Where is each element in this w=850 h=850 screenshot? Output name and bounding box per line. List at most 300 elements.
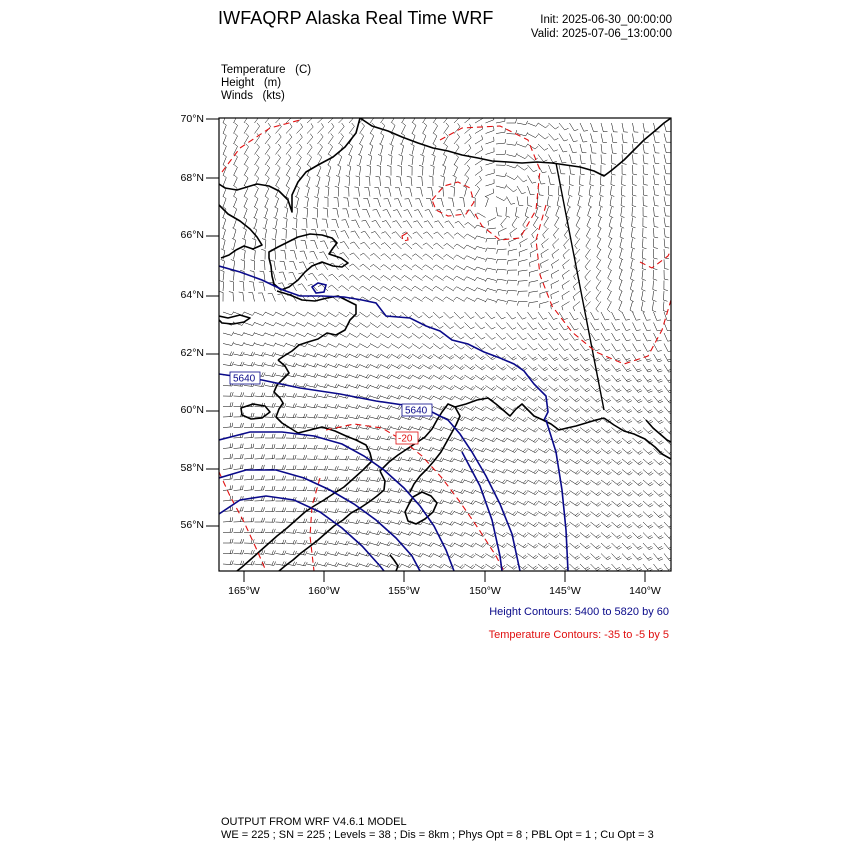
wind-barb-shaft [598, 218, 601, 227]
wind-barb-feather [272, 403, 273, 407]
wind-barb-feather [637, 350, 641, 351]
wind-barb-shaft [533, 218, 538, 226]
wind-barb-feather [649, 537, 653, 539]
wind-barb-feather [387, 385, 390, 388]
wind-barb-feather [253, 486, 254, 490]
wind-barb-shaft [596, 281, 601, 289]
wind-barb-shaft [486, 333, 492, 339]
wind-barb-shaft [622, 449, 629, 455]
wind-barb-shaft [570, 386, 577, 392]
wind-barb-shaft [585, 249, 590, 256]
wind-barb-feather [491, 387, 494, 390]
wind-barb-feather [400, 510, 402, 514]
wind-barb-feather [356, 435, 358, 439]
wind-barb-shaft [447, 243, 454, 249]
wind-barb-feather [429, 365, 432, 368]
wind-barb-feather [639, 452, 643, 454]
wind-barb-feather [565, 470, 568, 473]
wind-barb-feather [622, 185, 626, 186]
wind-barb-feather [359, 286, 362, 289]
wind-barb-shaft [487, 258, 496, 260]
wind-barb-shaft [478, 213, 486, 218]
wind-barb-feather [293, 414, 294, 418]
wind-barb-feather [533, 225, 536, 228]
wind-barb-feather [320, 241, 324, 242]
wind-barb-shaft [223, 261, 225, 270]
wind-barb-feather [274, 562, 276, 566]
wind-barb-feather [628, 391, 632, 393]
wind-barb-shaft [444, 157, 447, 165]
wind-barb-shaft [318, 127, 324, 134]
wind-barb-shaft [425, 297, 433, 302]
wind-barb-feather [264, 423, 265, 427]
wind-barb-feather [360, 275, 363, 278]
wind-barb-feather [337, 498, 339, 502]
wind-barb-feather [389, 436, 391, 440]
wind-barb-shaft [244, 230, 246, 239]
wind-barb-feather [347, 456, 349, 460]
wind-barb-feather [234, 165, 237, 168]
wind-barb-feather [272, 476, 273, 480]
wind-barb-feather [313, 208, 317, 209]
wind-barb-shaft [465, 533, 473, 537]
wind-barb-feather [606, 340, 610, 341]
wind-barb-feather [504, 398, 507, 401]
wind-barb-feather [565, 449, 568, 452]
wind-barb-feather [629, 483, 632, 486]
wind-barb-feather [223, 112, 226, 115]
wind-barb-feather [303, 383, 305, 387]
wind-barb-feather [546, 535, 549, 538]
wind-barb-shaft [276, 323, 284, 327]
wind-barb-feather [475, 277, 478, 280]
wind-barb-feather [358, 477, 360, 481]
wind-barb-feather [633, 185, 637, 186]
wind-barb-shaft [412, 125, 416, 133]
wind-barb-shaft [633, 155, 634, 164]
wind-barb-feather [462, 417, 465, 420]
lat-label-70: 70°N [180, 113, 204, 125]
wind-barb-feather [272, 444, 273, 448]
wind-barb-feather [574, 368, 578, 370]
wind-barb-shaft [570, 491, 578, 496]
wind-barb-feather [242, 249, 246, 251]
wind-barb-feather [234, 144, 237, 147]
wind-barb-feather [491, 366, 494, 369]
wind-barb-shaft [339, 480, 348, 481]
wind-barb-shaft [467, 277, 475, 281]
wind-barb-feather [243, 392, 244, 396]
wind-barb-shaft [559, 533, 566, 538]
wind-barb-feather [545, 379, 549, 381]
wind-barb-feather [450, 406, 453, 409]
wind-barb-feather [433, 286, 436, 289]
wind-barb-feather [534, 348, 538, 350]
wind-barb-feather [492, 347, 496, 349]
wind-barb-feather [616, 350, 620, 351]
wind-barb-feather [263, 312, 266, 315]
wind-barb-shaft [223, 344, 232, 346]
wind-barb-shaft [421, 188, 423, 197]
wind-barb-feather [222, 228, 226, 230]
wind-barb-feather [525, 216, 529, 218]
wind-barb-shaft [587, 218, 591, 226]
wind-barb-shaft [433, 365, 441, 370]
wind-barb-feather [337, 509, 339, 513]
wind-barb-feather [230, 496, 231, 500]
wind-barb-feather [481, 543, 484, 546]
wind-barb-shaft [559, 386, 566, 392]
wind-barb-feather [513, 368, 516, 370]
wind-barb-shaft [486, 417, 494, 421]
wind-barb-shaft [496, 143, 505, 144]
wind-barb-shaft [559, 365, 565, 372]
wind-barb-feather [262, 444, 263, 448]
wind-barb-shaft [286, 554, 295, 555]
wind-barb-shaft [487, 268, 496, 270]
wind-barb-feather [641, 310, 645, 312]
wind-barb-feather [377, 165, 381, 166]
wind-barb-feather [377, 446, 379, 450]
wind-barb-shaft [564, 239, 570, 246]
wind-barb-feather [439, 396, 442, 399]
wind-barb-shaft [568, 186, 569, 195]
wind-barb-shaft [244, 240, 246, 249]
wind-barb-shaft [633, 449, 640, 455]
wind-barb-feather [408, 365, 411, 368]
lat-label-60: 60°N [180, 404, 204, 416]
wind-barb-feather [305, 323, 308, 326]
wind-barb-feather [461, 458, 463, 462]
wind-barb-feather [462, 566, 465, 569]
wind-barb-shaft [580, 134, 583, 143]
wind-barb-feather [283, 518, 284, 522]
wind-barb-feather [303, 562, 305, 566]
wind-barb-feather [345, 415, 347, 419]
wind-barb-feather [637, 369, 641, 370]
wind-barb-feather [285, 444, 286, 448]
wind-barb-shaft [570, 344, 576, 351]
wind-barb-feather [279, 134, 281, 137]
wind-barb-feather [289, 134, 291, 137]
wind-barb-feather [577, 535, 580, 538]
wind-barb-feather [555, 359, 559, 361]
wind-barb-shaft [633, 564, 639, 571]
wind-barb-shaft [349, 344, 357, 348]
wind-barb-feather [665, 226, 669, 227]
wind-barb-shaft [244, 115, 249, 123]
wind-barb-feather [414, 210, 418, 211]
wind-barb-shaft [339, 137, 344, 145]
wind-barb-shaft [339, 177, 340, 186]
wind-barb-shaft [444, 116, 450, 123]
wind-barb-feather [253, 465, 254, 469]
wind-barb-feather [494, 449, 497, 452]
wind-barb-feather [502, 480, 505, 483]
wind-barb-feather [535, 429, 538, 432]
wind-barb-feather [323, 208, 327, 209]
wind-barb-feather [389, 426, 391, 430]
wind-barb-feather [357, 334, 360, 337]
wind-barb-feather [491, 356, 495, 358]
wind-barb-shaft [559, 155, 562, 163]
wind-barb-feather [441, 366, 444, 369]
wind-barb-feather [335, 353, 338, 356]
wind-barb-feather [471, 490, 473, 493]
wind-barb-shaft [394, 286, 402, 291]
wind-barb-feather [358, 520, 360, 524]
wind-barb-shaft [364, 242, 370, 249]
wind-barb-feather [485, 288, 487, 292]
wind-barb-feather [554, 534, 557, 537]
wind-barb-shaft [234, 167, 238, 175]
wind-barb-shaft [570, 417, 577, 422]
wind-barb-feather [387, 478, 389, 482]
wind-barb-shaft [437, 232, 443, 239]
wind-barb-feather [485, 196, 489, 198]
wind-barb-feather [370, 275, 373, 278]
wind-barb-feather [502, 544, 505, 547]
variable-height: Height (m) [221, 77, 282, 89]
wind-barb-feather [451, 357, 454, 360]
wind-barb-feather [357, 324, 360, 327]
wind-barb-feather [299, 262, 303, 263]
wind-barb-feather [456, 144, 459, 147]
wind-barb-shaft [496, 365, 503, 371]
wind-barb-shaft [297, 209, 298, 218]
wind-barb-shaft [529, 302, 538, 303]
wind-barb-feather [617, 461, 620, 464]
wind-barb-feather [533, 338, 537, 340]
wind-barb-feather [418, 375, 421, 378]
wind-barb-shaft [383, 297, 391, 302]
wind-barb-shaft [360, 333, 368, 338]
wind-barb-shaft [538, 312, 543, 319]
wind-barb-shaft [457, 244, 465, 249]
wind-barb-feather [555, 225, 558, 228]
wind-barb-feather [493, 388, 496, 391]
wind-barb-shaft [349, 116, 355, 123]
wind-barb-feather [588, 461, 591, 464]
wind-barb-shaft [294, 251, 296, 260]
wind-barb-feather [379, 478, 381, 482]
wind-barb-feather [638, 503, 642, 505]
wind-barb-shaft [307, 188, 309, 197]
wind-barb-feather [586, 460, 589, 463]
wind-barb-feather [434, 133, 437, 136]
wind-barb-feather [485, 258, 487, 262]
wind-barb-feather [347, 520, 349, 524]
wind-barb-shaft [633, 480, 640, 486]
wind-barb-feather [410, 386, 413, 389]
wind-barb-feather [278, 283, 282, 284]
wind-barb-feather [441, 377, 444, 380]
wind-barb-feather [658, 525, 662, 527]
wind-barb-shaft [396, 221, 401, 228]
wind-barb-feather [627, 370, 631, 372]
wind-barb-feather [325, 477, 326, 481]
wind-barb-feather [295, 404, 297, 408]
wind-barb-feather [358, 467, 360, 471]
wind-barb-shaft [360, 312, 367, 317]
wind-barb-feather [551, 285, 552, 289]
wind-barb-feather [598, 493, 601, 496]
wind-barb-feather [660, 494, 664, 496]
wind-barb-shaft [234, 333, 243, 336]
wind-barb-feather [598, 525, 601, 528]
wind-barb-feather [332, 113, 334, 117]
wind-barb-shaft [436, 265, 443, 270]
wind-barb-shaft [391, 323, 398, 328]
wind-barb-feather [542, 244, 544, 248]
wind-barb-shaft [255, 219, 258, 228]
wind-barb-feather [334, 197, 338, 198]
wind-barb-feather [239, 292, 243, 293]
wind-barb-shaft [297, 522, 306, 523]
wind-barb-shaft [255, 323, 263, 326]
wind-barb-feather [243, 550, 244, 554]
wind-barb-feather [461, 468, 463, 471]
wind-barb-shaft [328, 512, 337, 513]
wind-barb-shaft [507, 543, 515, 548]
wind-barb-feather [525, 419, 528, 422]
wind-barb-feather [389, 489, 391, 493]
wind-barb-shaft [244, 282, 245, 291]
wind-barb-feather [254, 207, 257, 210]
wind-barb-shaft [402, 125, 406, 133]
wind-barb-feather [293, 434, 294, 438]
wind-barb-feather [628, 411, 632, 413]
wind-barb-feather [400, 468, 402, 472]
wind-barb-feather [350, 253, 354, 255]
wind-barb-feather [255, 196, 258, 199]
wind-barb-feather [358, 499, 360, 503]
wind-barb-feather [648, 472, 652, 474]
wind-barb-feather [320, 144, 323, 147]
wind-barb-feather [419, 468, 421, 472]
wind-barb-shaft [370, 116, 375, 123]
wind-barb-shaft [532, 228, 538, 235]
wind-barb-shaft [528, 428, 536, 433]
wind-barb-feather [356, 530, 358, 534]
wind-barb-feather [262, 413, 263, 417]
wind-barb-shaft [223, 240, 225, 249]
wind-barb-feather [370, 297, 373, 300]
wind-barb-feather [370, 264, 373, 267]
nunivak-island [241, 404, 270, 419]
wind-barb-feather [230, 352, 232, 356]
wind-barb-feather [461, 367, 464, 370]
wind-barb-shaft [433, 136, 437, 144]
wind-barb-shaft [223, 136, 226, 144]
wind-barb-shaft [612, 417, 619, 423]
wind-barb-shaft [244, 251, 245, 260]
wind-barb-feather [304, 529, 306, 533]
wind-barb-feather [264, 550, 265, 554]
wind-barb-feather [579, 195, 583, 197]
wind-barb-feather [639, 483, 642, 486]
wind-barb-feather [312, 219, 316, 220]
wind-barb-feather [618, 431, 622, 433]
wind-barb-feather [599, 205, 603, 207]
wind-barb-feather [638, 381, 642, 383]
wind-barb-shaft [538, 365, 545, 371]
wind-barb-shaft [255, 396, 264, 397]
wind-barb-shaft [517, 144, 525, 147]
wind-barb-feather [502, 397, 505, 400]
wind-barb-feather [664, 290, 668, 291]
wind-barb-shaft [664, 228, 665, 237]
wind-barb-feather [639, 505, 643, 507]
wind-barb-feather [243, 475, 244, 479]
wind-barb-shaft [549, 333, 555, 340]
wind-barb-feather [387, 563, 390, 566]
wind-barb-shaft [328, 501, 337, 502]
wind-barb-shaft [538, 491, 546, 495]
wind-barb-shaft [284, 261, 286, 270]
wind-barb-feather [534, 470, 537, 473]
wind-barb-feather [246, 133, 249, 136]
wind-barb-feather [315, 334, 318, 337]
wind-barb-feather [243, 454, 244, 458]
wind-barb-feather [523, 555, 526, 558]
wind-barb-shaft [559, 449, 567, 454]
wind-barb-shaft [588, 207, 591, 216]
wind-barb-feather [358, 405, 360, 409]
wind-barb-feather [502, 522, 505, 525]
wind-barb-shaft [498, 228, 506, 232]
wind-barb-shaft [255, 543, 264, 544]
wind-barb-feather [439, 406, 442, 409]
wind-barb-shaft [307, 178, 310, 186]
wind-barb-feather [293, 562, 295, 566]
wind-barb-feather [431, 554, 434, 557]
wind-barb-feather [515, 502, 518, 505]
wind-barb-feather [433, 265, 436, 268]
wind-barb-shaft [465, 375, 473, 380]
wind-barb-feather [219, 291, 223, 292]
wind-barb-feather [607, 558, 611, 560]
wind-barb-feather [440, 356, 443, 359]
wind-barb-feather [253, 342, 255, 346]
wind-barb-shaft [486, 564, 494, 569]
wind-barb-feather [503, 378, 506, 381]
wind-barb-feather [262, 507, 263, 511]
wind-barb-feather [251, 454, 252, 458]
wind-barb-shaft [570, 123, 575, 131]
wind-barb-feather [649, 401, 653, 403]
wind-barb-feather [568, 195, 572, 197]
wind-barb-feather [249, 282, 253, 283]
wind-barb-feather [642, 258, 646, 259]
wind-barb-feather [440, 521, 442, 524]
wind-barb-feather [251, 352, 253, 356]
wind-barb-feather [382, 221, 386, 222]
wind-barb-shaft [549, 480, 557, 485]
wind-barb-shaft [318, 449, 327, 450]
wind-barb-shaft [223, 448, 232, 449]
wind-barb-feather [346, 466, 348, 470]
wind-barb-shaft [339, 459, 348, 460]
wind-barb-feather [513, 428, 516, 431]
wind-barb-feather [638, 370, 642, 372]
wind-barb-feather [618, 558, 622, 560]
wind-barb-shaft [405, 254, 412, 260]
wind-barb-feather [251, 434, 252, 438]
wind-barb-feather [241, 528, 242, 532]
wind-barb-feather [585, 287, 587, 291]
wind-barb-feather [272, 550, 274, 554]
